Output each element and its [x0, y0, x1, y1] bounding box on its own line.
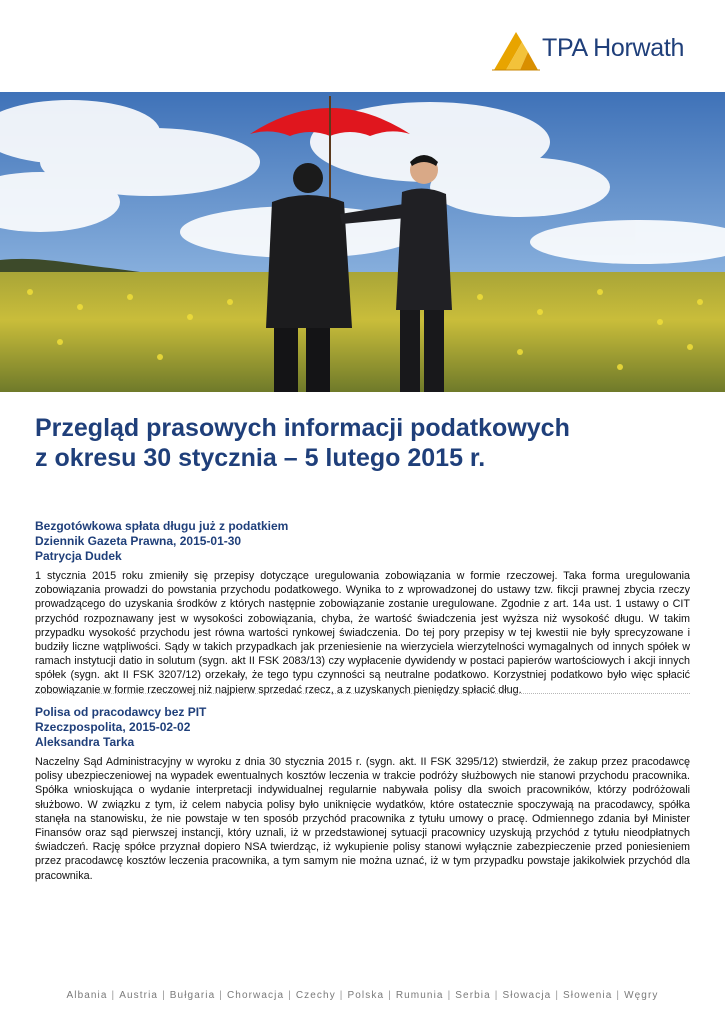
separator: |	[616, 990, 621, 1001]
separator: |	[494, 990, 499, 1001]
hero-photo	[0, 92, 725, 392]
title-line-1: Przegląd prasowych informacji podatkowych	[35, 414, 570, 442]
separator: |	[111, 990, 116, 1001]
separator: |	[339, 990, 344, 1001]
page-title	[35, 413, 695, 473]
article-meta	[35, 519, 690, 564]
article-source: Rzeczpospolita, 2015-02-02	[35, 720, 191, 734]
country-wegry: Węgry	[624, 990, 659, 1001]
article-headline: Polisa od pracodawcy bez PIT	[35, 705, 207, 719]
footer-country-list	[0, 990, 725, 1001]
tpa-triangle-icon	[492, 30, 540, 72]
logo-wordmark: TPA Horwath	[542, 34, 685, 62]
article-2	[35, 705, 690, 883]
article-author: Aleksandra Tarka	[35, 735, 135, 749]
tpa-horwath-logo	[492, 30, 702, 72]
country-slowenia: Słowenia	[563, 990, 613, 1001]
country-slowacja: Słowacja	[502, 990, 552, 1001]
separator: |	[162, 990, 166, 1001]
separator: |	[219, 990, 223, 1001]
article-divider	[35, 693, 690, 694]
separator: |	[388, 990, 392, 1001]
separator: |	[555, 990, 560, 1001]
country-czechy: Czechy	[295, 990, 336, 1001]
separator: |	[447, 990, 452, 1001]
country-rumunia: Rumunia	[395, 990, 444, 1001]
separator: |	[288, 990, 292, 1001]
article-author: Patrycja Dudek	[35, 549, 122, 563]
country-bulgaria: Bułgaria	[169, 990, 216, 1001]
country-serbia: Serbia	[455, 990, 491, 1001]
country-polska: Polska	[347, 990, 385, 1001]
article-1	[35, 519, 690, 697]
article-body: 1 stycznia 2015 roku zmieniły się przepisy dotyczące uregulowania zobowiązania w formie rzeczowej. Taka forma uregulowania zobowiązania prowadzi do powstania przychodu podatkowego. Wynika to z wprowadzonej do ustawy tzw. fikcji prawnej zbycia rzeczy prowadzącego do uzyskania środków z których następnie zobowiązanie zostanie uregulowane. Zgodnie z art. 14a ust. 1 ustawy o CIT przychód rozpoznawany jest w wysokości zobowiązania, chyba, że wartość świadczenia jest wyższa niż wysokość długu. W takim przypadku wysokość przychodu jest równa wartości rynkowej świadczenia. Do tej pory przepisy w tej kwestii nie były sprecyzowane i budziły liczne wątpliwości. Sądy w takich przypadkach jak przeniesienie na wierzyciela wierzytelności wymagalnych od innych spółek w ramach instytucji datio in solutum (sygn. akt II FSK 2083/13) czy wypłacenie dywidendy w postaci papierów wartościowych i akcji innych spółek (sygn. akt II FSK 3207/12) orzekały, że tego typu czynności są neutralne podatkowo. Korzystniej podatkowo było więc spłacić zobowiązanie w formie rzeczowej niż najpierw sprzedać rzecz, a z uzyskanych pieniędzy spłacić dług.	[35, 570, 690, 696]
article-body: Naczelny Sąd Administracyjny w wyroku z dnia 30 stycznia 2015 r. (sygn. akt. II FSK 3295/12) stwierdził, że zakup przez pracodawcę polisy ubezpieczeniowej na wypadek ewentualnych kosztów leczenia w trakcie podróży służbowych nie stanowi przychodu pracownika. Spółka wnioskująca o wydanie interpretacji indywidualnej regularnie nabywała polisy dla swoich pracowników, którzy podróżowali służbowo. W związku z tym, iż celem nabycia polisy było uniknięcie wydatków, które ostatecznie spoczywają na pracodawcy, spółka stanęła na stanowisku, że nie powstaje w ten sposób przychód pracownika z tytułu umowy o pracę. Odmiennego zdania był Minister Finansów oraz sąd pierwszej instancji, który uznali, iż w przedstawionej sytuacji pracownicy uzyskują przychód z tytułu nieodpłatnych świadczeń. Rację spółce przyznał dopiero NSA twierdząc, iż wykupienie polisy stanowi wyłącznie zabezpieczenie przed poniesieniem przez pracodawcę kosztów leczenia pracownika, a tym samym nie można uznać, iż w tym przypadku powstaje jakikolwiek przychód dla pracownika.	[35, 756, 690, 882]
article-meta	[35, 705, 690, 750]
country-chorwacja: Chorwacja	[226, 990, 285, 1001]
article-headline: Bezgotówkowa spłata długu już z podatkiem	[35, 519, 289, 533]
article-source: Dziennik Gazeta Prawna, 2015-01-30	[35, 534, 242, 548]
country-austria: Austria	[119, 990, 159, 1001]
title-line-2: z okresu 30 stycznia – 5 lutego 2015 r.	[35, 444, 486, 472]
country-albania: Albania	[66, 990, 108, 1001]
